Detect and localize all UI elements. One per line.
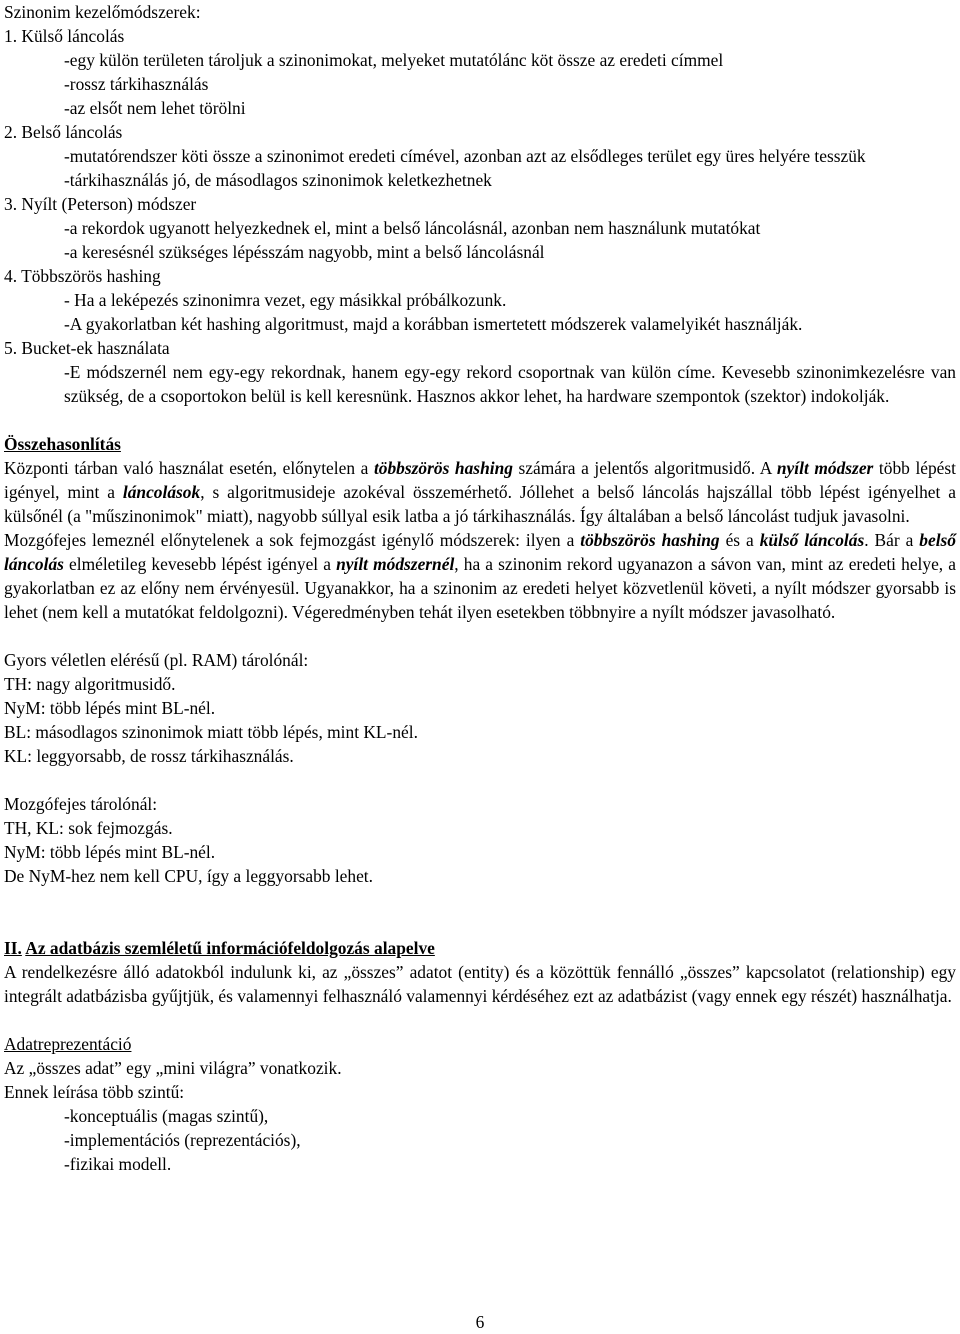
- fast-storage-line-5: KL: leggyorsabb, de rossz tárkihasználás.: [4, 746, 294, 766]
- moving-head-line-1: Mozgófejes tárolónál:: [4, 794, 158, 814]
- emphasis-multiple-hashing: többszörös hashing: [580, 530, 720, 550]
- synonym-heading: Szinonim kezelőmódszerek:: [4, 2, 201, 22]
- method-3-line-2: -a keresésnél szükséges lépésszám nagyobb, mint a belső láncolásnál: [64, 242, 545, 262]
- comparison-paragraph-2: Mozgófejes lemeznél előnytelenek a sok fejmozgást igénylő módszerek: ilyen a többszörös hashing és a külső láncolás. Bár a belső láncolás elméletileg kevesebb lépést igényel a nyílt módszernél, ha a szinonim rekord ugyanazon a sávon van, mint az eredeti helye, a gyakorlatban ez az előny nem érvényesül. Ugyanakkor, ha a szinonim az eredeti helyet közvetlenül követi, a nyílt módszer gyorsabb is lehet (nem kell a mutatókat feldolgozni). Végeredményben tehát ilyen esetekben többnyire a nyílt módszer javasolható.: [4, 530, 956, 622]
- emphasis-external-chaining: külső láncolás: [759, 530, 865, 550]
- representation-line-2: Ennek leírása több szintű:: [4, 1082, 185, 1102]
- comparison-heading: Összehasonlítás: [4, 434, 121, 454]
- method-5-title: 5. Bucket-ek használata: [4, 338, 170, 358]
- document-page: [4, 0, 956, 1176]
- emphasis-open-method: nyílt módszer: [776, 458, 874, 478]
- method-5-line-1: -E módszernél nem egy-egy rekordnak, hanem egy-egy rekord csoportnak van külön címe. Kevesebb szinonimkezelésre van szükség, de a csoportokon belül is kell keresnünk. Hasznos akkor lehet, ha hardware szempontok (szektor) indokolják.: [64, 362, 956, 406]
- section-2-number: II.: [4, 938, 22, 958]
- fast-storage-line-4: BL: másodlagos szinonimok miatt több lépés, mint KL-nél.: [4, 722, 418, 742]
- page-number: 6: [475, 1312, 485, 1332]
- method-4-title: 4. Többszörös hashing: [4, 266, 161, 286]
- emphasis-multiple-hashing: többszörös hashing: [373, 458, 513, 478]
- moving-head-line-4: De NyM-hez nem kell CPU, így a leggyorsabb lehet.: [4, 866, 373, 886]
- moving-head-line-2: TH, KL: sok fejmozgás.: [4, 818, 173, 838]
- emphasis-open-method: nyílt módszernél: [336, 554, 455, 574]
- emphasis-internal-chaining: belső láncolás: [4, 530, 956, 574]
- representation-level-2: -implementációs (reprezentációs),: [64, 1130, 301, 1150]
- method-1-line-2: -rossz tárkihasználás: [64, 74, 209, 94]
- section-2-body: A rendelkezésre álló adatokból indulunk ki, az „összes” adatot (entity) és a közöttük fennálló „összes” kapcsolatot (relationship) egy integrált adatbázisba gyűjtjük, és valamennyi felhasználó valamennyi kérdéséhez ezt az adatbázist (vagy ennek egy részét) használhatja.: [4, 962, 956, 1006]
- fast-storage-line-2: TH: nagy algoritmusidő.: [4, 674, 176, 694]
- fast-storage-line-3: NyM: több lépés mint BL-nél.: [4, 698, 216, 718]
- method-1-line-3: -az elsőt nem lehet törölni: [64, 98, 246, 118]
- fast-storage-line-1: Gyors véletlen elérésű (pl. RAM) tárolónál:: [4, 650, 309, 670]
- comparison-paragraph-1: Központi tárban való használat esetén, előnytelen a többszörös hashing számára a jelentős algoritmusidő. A nyílt módszer több lépést igényel, mint a láncolások, s algoritmusideje azokéval összemérhető. Jóllehet a belső láncolás hajszállal több lépést igényelhet a külsőnél (a "műszinonimok" miatt), nagyobb súllyal esik latba a jó tárkihasználás. Így általában a belső láncolást tudjuk javasolni.: [4, 458, 957, 526]
- method-2-title: 2. Belső láncolás: [4, 122, 123, 142]
- section-2-heading: [4, 936, 956, 960]
- representation-level-1: -konceptuális (magas szintű),: [64, 1106, 269, 1126]
- method-4-line-1: - Ha a leképezés szinonimra vezet, egy másikkal próbálkozunk.: [64, 290, 507, 310]
- method-3-line-1: -a rekordok ugyanott helyezkednek el, mint a belső láncolásnál, azonban nem használunk mutatókat: [64, 218, 761, 238]
- representation-line-1: Az „összes adat” egy „mini világra” vonatkozik.: [4, 1058, 342, 1078]
- method-3-title: 3. Nyílt (Peterson) módszer: [4, 194, 197, 214]
- representation-heading: Adatreprezentáció: [4, 1034, 132, 1054]
- representation-level-3: -fizikai modell.: [64, 1154, 172, 1174]
- method-1-title: 1. Külső láncolás: [4, 26, 125, 46]
- method-4-line-2: -A gyakorlatban két hashing algoritmust, majd a korábban ismertetett módszerek valamelyikét használják.: [64, 314, 803, 334]
- section-2-title: Az adatbázis szemléletű információfeldolgozás alapelve: [25, 938, 435, 958]
- emphasis-chaining: láncolások: [122, 482, 201, 502]
- method-2-line-1: -mutatórendszer köti össze a szinonimot eredeti címével, azonban azt az elsődleges terület egy üres helyére tesszük: [64, 146, 866, 166]
- method-1-line-1: -egy külön területen tároljuk a szinonimokat, melyeket mutatólánc köt össze az eredeti címmel: [64, 50, 724, 70]
- method-2-line-2: -tárkihasználás jó, de másodlagos szinonimok keletkezhetnek: [64, 170, 492, 190]
- moving-head-line-3: NyM: több lépés mint BL-nél.: [4, 842, 216, 862]
